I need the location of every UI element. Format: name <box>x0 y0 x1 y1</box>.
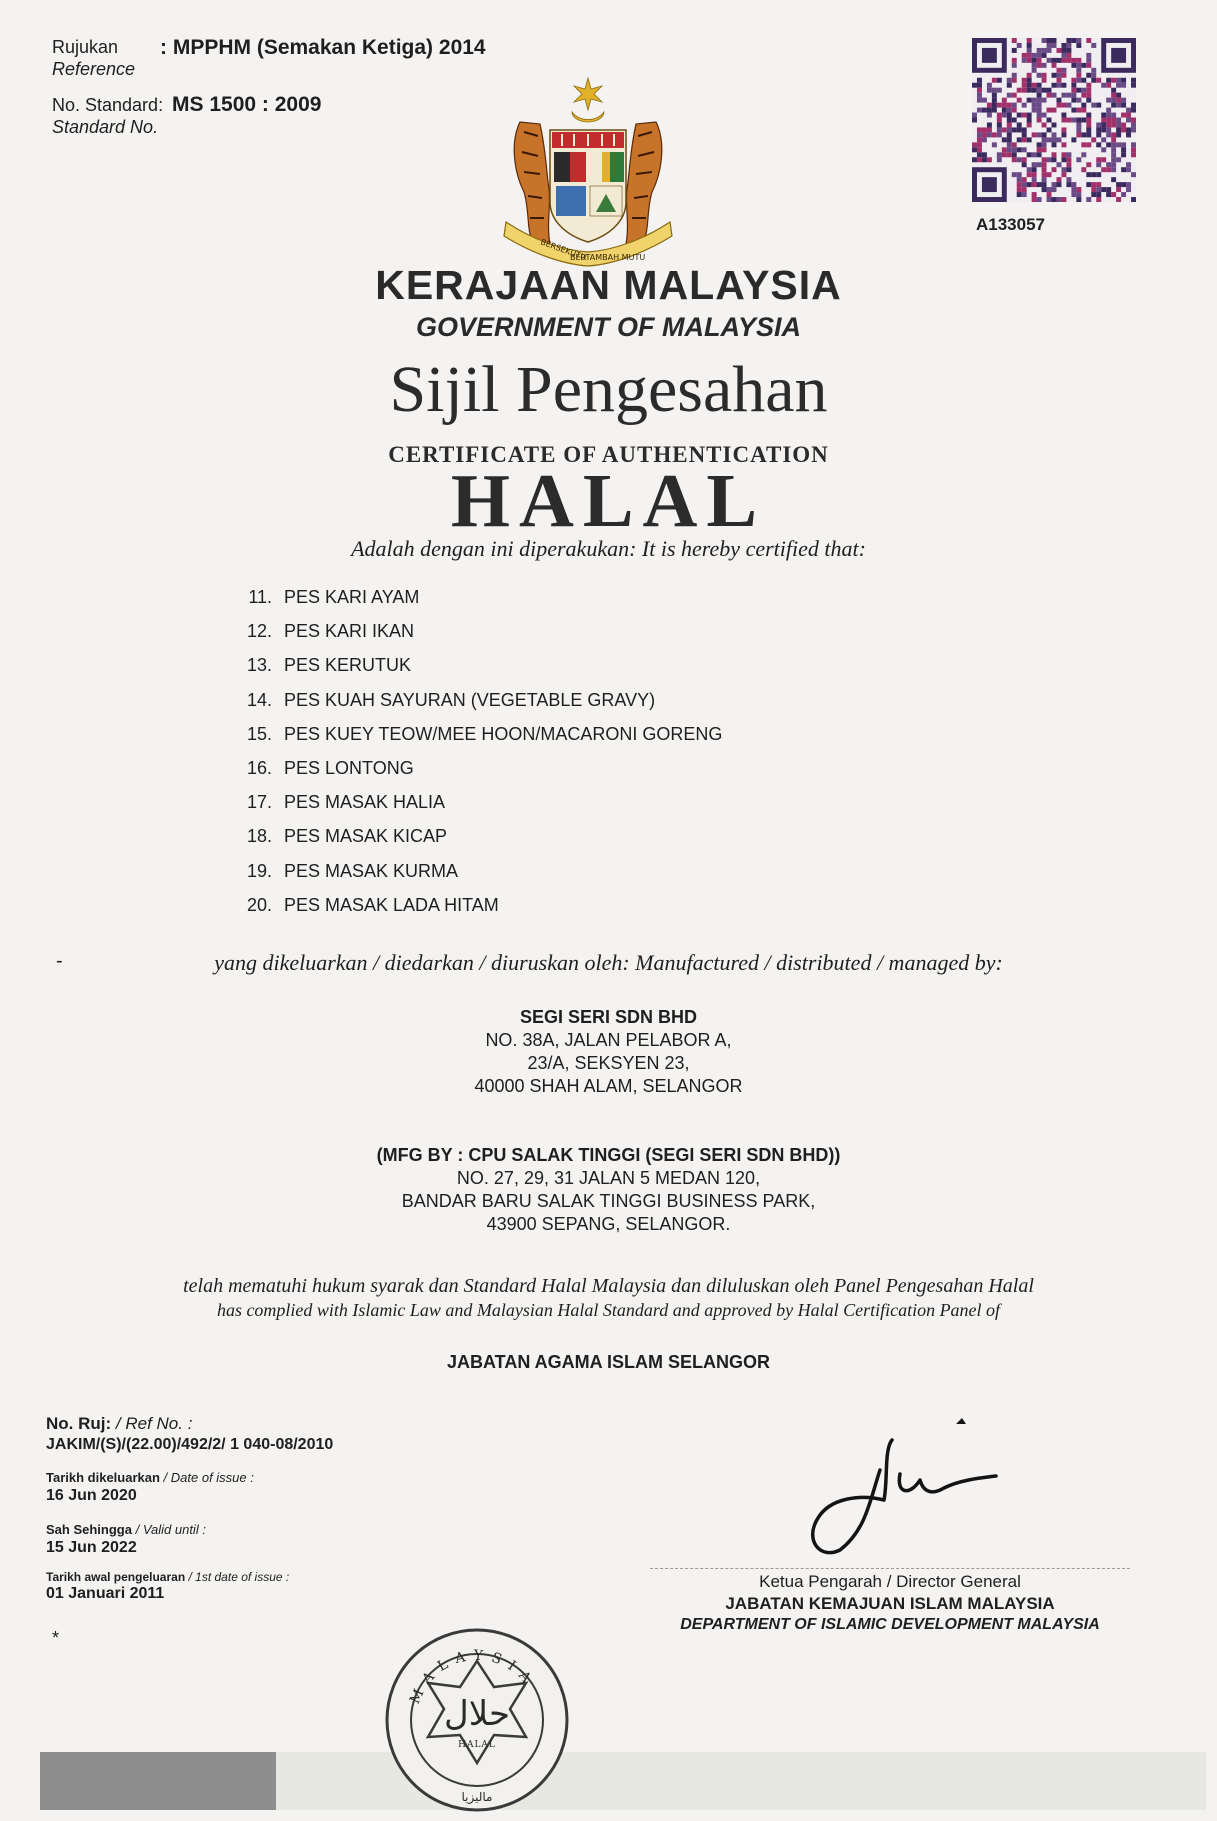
product-number: 13. <box>246 655 272 676</box>
ref-no-value: JAKIM/(S)/(22.00)/492/2/ 1 040-08/2010 <box>46 1436 334 1453</box>
gov-title-my: KERAJAAN MALAYSIA <box>375 262 842 308</box>
list-item <box>230 687 722 721</box>
first-issue-label-en: / 1st date of issue : <box>188 1570 290 1584</box>
halal-title: HALAL <box>450 459 767 543</box>
compliance-line-my: telah mematuhi hukum syarak dan Standard Halal Malaysia dan diluluskan oleh Panel Pengesahan Halal <box>183 1275 1034 1297</box>
list-item <box>230 584 722 618</box>
list-item <box>230 618 722 652</box>
certificate-title-my: Sijil Pengesahan <box>389 353 828 426</box>
ref-no-label-en: / Ref No. : <box>115 1414 193 1433</box>
reference-value: : MPPHM (Semakan Ketiga) 2014 <box>160 36 486 59</box>
crest-scroll-bottom: BERTAMBAH MUTU <box>570 253 646 262</box>
company-name: SEGI SERI SDN BHD <box>519 1007 698 1027</box>
company-address-line: 23/A, SEKSYEN 23, <box>527 1053 690 1073</box>
certifying-authority: JABATAN AGAMA ISLAM SELANGOR <box>447 1352 770 1372</box>
seal-ring-text: MALAYSIA <box>407 1647 539 1707</box>
issue-date-label-en: / Date of issue : <box>163 1470 254 1485</box>
first-issue-value: 01 Januari 2011 <box>46 1585 165 1602</box>
reference-label <box>52 36 135 80</box>
product-number: 17. <box>246 792 272 813</box>
product-name: PES KERUTUK <box>284 655 412 676</box>
product-number: 18. <box>246 826 272 847</box>
list-item <box>230 789 722 823</box>
gov-title-en: GOVERNMENT OF MALAYSIA <box>415 312 801 342</box>
product-number: 15. <box>246 723 272 744</box>
reference-label-my: Rujukan <box>52 37 119 57</box>
company-address <box>0 1006 1217 1098</box>
first-issue-label-my: Tarikh awal pengeluaran <box>46 1570 186 1584</box>
seal-bottom-jawi: ماليزيا <box>461 1790 493 1804</box>
product-number: 16. <box>246 757 272 778</box>
standard-label-my: No. Standard: <box>52 95 164 115</box>
product-number: 14. <box>246 689 272 710</box>
certificate-serial: A133057 <box>976 215 1046 234</box>
standard-value: MS 1500 : 2009 <box>172 93 322 116</box>
valid-until-label <box>46 1522 206 1537</box>
product-number: 12. <box>246 621 272 642</box>
product-name: PES KUAH SAYURAN (VEGETABLE GRAVY) <box>284 689 656 710</box>
list-item <box>230 823 722 857</box>
qr-code-icon <box>972 38 1136 202</box>
company-address-line: NO. 38A, JALAN PELABOR A, <box>485 1030 732 1050</box>
list-item <box>230 721 722 755</box>
manufacturer-address-line: 43900 SEPANG, SELANGOR. <box>486 1214 731 1234</box>
valid-until-label-my: Sah Sehingga <box>46 1522 132 1537</box>
signature-line <box>650 1568 1130 1569</box>
product-list <box>230 584 722 926</box>
compliance-statement <box>0 1274 1217 1322</box>
signatory-title: Ketua Pengarah / Director General <box>759 1572 1021 1591</box>
certified-statement: Adalah dengan ini diperakukan: It is hereby certified that: <box>351 536 866 561</box>
manufacturer-name: (MFG BY : CPU SALAK TINGGI (SEGI SERI SDN BHD)) <box>376 1145 841 1165</box>
certificate-title-en: CERTIFICATE OF AUTHENTICATION <box>388 442 829 467</box>
halal-logo-icon <box>382 1625 572 1815</box>
list-item <box>230 652 722 686</box>
margin-dash: - <box>56 950 63 972</box>
manufactured-by-line: yang dikeluarkan / diedarkan / diuruskan oleh: Manufactured / distributed / managed by: <box>214 950 1003 975</box>
product-number: 11. <box>248 587 272 607</box>
ref-no-label-my: No. Ruj: <box>46 1414 112 1433</box>
product-name: PES KARI AYAM <box>284 587 420 607</box>
product-name: PES LONTONG <box>284 757 414 778</box>
issue-date-label-my: Tarikh dikeluarkan <box>46 1470 160 1485</box>
product-number: 20. <box>246 894 272 915</box>
crest-scroll-left: BERSEKUTU <box>539 237 588 263</box>
company-address-line: 40000 SHAH ALAM, SELANGOR <box>474 1076 743 1096</box>
product-name: PES MASAK HALIA <box>284 792 446 813</box>
ref-no-label <box>46 1414 192 1434</box>
seal-center-arabic: حلال <box>443 1694 511 1734</box>
compliance-line-en: has complied with Islamic Law and Malaysian Halal Standard and approved by Halal Certification Panel of <box>216 1300 1001 1320</box>
issue-date-value: 16 Jun 2020 <box>46 1487 137 1504</box>
first-issue-label <box>46 1570 289 1584</box>
signatory-department-en: DEPARTMENT OF ISLAMIC DEVELOPMENT MALAYSIA <box>680 1616 1100 1633</box>
list-item <box>230 755 722 789</box>
product-name: PES MASAK KURMA <box>284 860 459 881</box>
standard-label <box>52 94 163 138</box>
list-item <box>230 858 722 892</box>
signature-icon <box>800 1410 1000 1560</box>
product-number: 19. <box>246 860 272 881</box>
product-name: PES KUEY TEOW/MEE HOON/MACARONI GORENG <box>284 723 723 744</box>
reference-label-en: Reference <box>52 59 136 79</box>
product-name: PES MASAK LADA HITAM <box>284 894 499 915</box>
valid-until-value: 15 Jun 2022 <box>46 1539 137 1556</box>
footnote-star: * <box>52 1628 60 1648</box>
malaysia-coat-of-arms-icon <box>500 72 676 268</box>
product-name: PES KARI IKAN <box>284 621 415 642</box>
list-item <box>230 892 722 926</box>
signatory-department-my: JABATAN KEMAJUAN ISLAM MALAYSIA <box>725 1594 1055 1613</box>
product-name: PES MASAK KICAP <box>284 826 448 847</box>
manufacturer-address <box>0 1144 1217 1236</box>
manufacturer-address-line: NO. 27, 29, 31 JALAN 5 MEDAN 120, <box>456 1168 761 1188</box>
issue-date-label <box>46 1470 254 1485</box>
standard-label-en: Standard No. <box>52 117 159 137</box>
manufacturer-address-line: BANDAR BARU SALAK TINGGI BUSINESS PARK, <box>401 1191 816 1211</box>
redacted-block <box>40 1752 276 1810</box>
seal-center-latin: HALAL <box>458 1740 496 1750</box>
valid-until-label-en: / Valid until : <box>135 1522 206 1537</box>
